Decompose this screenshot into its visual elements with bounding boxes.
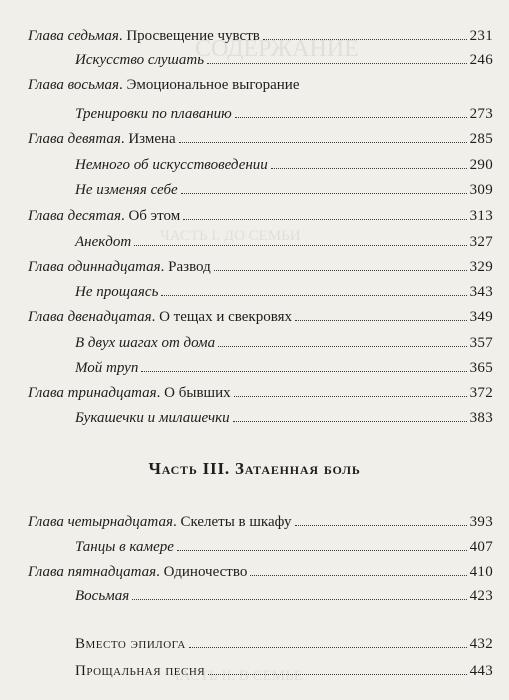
chapter-label: Глава одиннадцатая bbox=[28, 259, 161, 275]
toc-row-sub bbox=[75, 537, 493, 557]
dot-leader bbox=[141, 370, 466, 372]
chapter-title: Об этом bbox=[128, 208, 181, 224]
dot-leader bbox=[132, 598, 466, 600]
chapter-label: Глава десятая bbox=[28, 208, 121, 224]
dot-leader bbox=[179, 141, 467, 143]
toc-row-chapter-10: Глава десятая. Об этом 313 bbox=[28, 208, 493, 224]
dot-leader bbox=[177, 549, 467, 551]
dot-leader bbox=[271, 167, 467, 169]
subsection-title: Не прощаясь bbox=[75, 284, 159, 300]
page-number: 290 bbox=[469, 157, 493, 173]
toc-row-chapter-14: Глава четырнадцатая. Скелеты в шкафу 393 bbox=[28, 514, 493, 530]
epilogue-title: Вместо эпилога bbox=[75, 636, 186, 652]
chapter-label: Глава четырнадцатая bbox=[28, 514, 173, 530]
chapter-label: Глава пятнадцатая bbox=[28, 564, 157, 580]
page-number: 407 bbox=[469, 539, 493, 555]
chapter-title: Одиночество bbox=[163, 564, 248, 580]
toc-row-chapter-11: Глава одиннадцатая. Развод 329 bbox=[28, 259, 493, 275]
page-number: 349 bbox=[469, 309, 493, 325]
dot-leader bbox=[183, 218, 466, 220]
toc-row-sub bbox=[75, 50, 493, 70]
chapter-title: О тещах и свекровях bbox=[159, 309, 292, 325]
subsection-title: Тренировки по плаванию bbox=[75, 106, 232, 122]
chapter-label: Глава восьмая bbox=[28, 77, 119, 93]
dot-leader bbox=[181, 192, 467, 194]
chapter-title: Эмоциональное выгорание bbox=[126, 77, 300, 93]
toc-row-sub bbox=[75, 282, 493, 302]
chapter-title: Измена bbox=[128, 131, 176, 147]
toc-row-sub bbox=[75, 155, 493, 175]
dot-leader bbox=[234, 395, 467, 397]
chapter-title: О бывших bbox=[164, 385, 231, 401]
page-number: 357 bbox=[469, 335, 493, 351]
subsection-title: Букашечки и милашечки bbox=[75, 410, 230, 426]
toc-row-chapter-8: Глава восьмая. Эмоциональное выгорание bbox=[28, 77, 300, 93]
toc-row-sub bbox=[75, 232, 493, 252]
dot-leader bbox=[233, 420, 467, 422]
dot-leader bbox=[208, 673, 466, 675]
toc-row-sub bbox=[75, 586, 493, 606]
page-number: 309 bbox=[469, 182, 493, 198]
toc-row-sub bbox=[75, 358, 493, 378]
chapter-title: Развод bbox=[168, 259, 211, 275]
page-number: 231 bbox=[469, 28, 493, 44]
subsection-title: В двух шагах от дома bbox=[75, 335, 216, 351]
subsection-title: Немного об искусствоведении bbox=[75, 157, 268, 173]
dot-leader bbox=[189, 646, 467, 648]
toc-page: СОДЕРЖАНИЕ ЧАСТЬ I. ДО СЕМЬИ ЧАСТЬ II. В СЕМЬЕ Глава седьмая. Просвещение чувств 231 Искусство слушать 246 Глава восьмая. Эмоциональное выгорание Тренировки по плаванию 273 Глава девятая. Измена 285 Немного об искусствоведении 290 Не изменяя себе 309 Глава десятая. Об этом 313 Анекдот 327 Глава одиннадцатая. Развод 329 Не прощаясь 343 Глава двенадцатая. О тещах и свекровях 349 В двух шагах от дома 357 Мой труп 365 Глава тринадцатая. О бывших 372 Букашечки и милашечки 383 Часть III. Затаенная боль Глава четырнадцатая. Скелеты в шкафу 393 Танцы в камере 407 Глава пятнадцатая. Одиночество 410 Восьмая 423 Вместо эпилога 432 Прощальная песня 443 bbox=[0, 0, 509, 700]
page-number: 423 bbox=[469, 588, 493, 604]
chapter-title: Скелеты в шкафу bbox=[180, 514, 292, 530]
dot-leader bbox=[218, 345, 466, 347]
part-heading: Часть III. Затаенная боль bbox=[148, 459, 361, 478]
dot-leader bbox=[161, 294, 466, 296]
page-number: 443 bbox=[469, 663, 493, 679]
toc-row-farewell-song bbox=[75, 661, 493, 681]
dot-leader bbox=[295, 319, 467, 321]
chapter-label: Глава девятая bbox=[28, 131, 121, 147]
subsection-title: Не изменяя себе bbox=[75, 182, 178, 198]
page-number: 246 bbox=[469, 52, 493, 68]
dot-leader bbox=[263, 38, 467, 40]
subsection-title: Восьмая bbox=[75, 588, 130, 604]
chapter-label: Глава двенадцатая bbox=[28, 309, 152, 325]
page-number: 329 bbox=[469, 259, 493, 275]
page-number: 273 bbox=[469, 106, 493, 122]
page-number: 432 bbox=[469, 636, 493, 652]
dot-leader bbox=[207, 62, 467, 64]
page-number: 393 bbox=[469, 514, 493, 530]
subsection-title: Анекдот bbox=[75, 234, 132, 250]
page-number: 365 bbox=[469, 360, 493, 376]
farewell-song-title: Прощальная песня bbox=[75, 663, 206, 679]
chapter-title: Просвещение чувств bbox=[126, 28, 260, 44]
chapter-label: Глава тринадцатая bbox=[28, 385, 157, 401]
dot-leader bbox=[235, 116, 467, 118]
subsection-title: Искусство слушать bbox=[75, 52, 205, 68]
toc-row-chapter-7: Глава седьмая. Просвещение чувств 231 bbox=[28, 28, 493, 44]
toc-row-chapter-9: Глава девятая. Измена 285 bbox=[28, 131, 493, 147]
dot-leader bbox=[250, 574, 466, 576]
toc-row-epilogue bbox=[75, 634, 493, 654]
page-number: 313 bbox=[469, 208, 493, 224]
page-number: 327 bbox=[469, 234, 493, 250]
page-number: 285 bbox=[469, 131, 493, 147]
dot-leader bbox=[134, 244, 466, 246]
toc-row-sub bbox=[75, 104, 493, 124]
subsection-title: Мой труп bbox=[75, 360, 139, 376]
chapter-label: Глава седьмая bbox=[28, 28, 119, 44]
toc-row-chapter-13: Глава тринадцатая. О бывших 372 bbox=[28, 385, 493, 401]
toc-row-sub bbox=[75, 333, 493, 353]
page-number: 343 bbox=[469, 284, 493, 300]
page-number: 410 bbox=[469, 564, 493, 580]
page-number: 383 bbox=[469, 410, 493, 426]
toc-row-sub bbox=[75, 180, 493, 200]
toc-row-chapter-15: Глава пятнадцатая. Одиночество 410 bbox=[28, 564, 493, 580]
dot-leader bbox=[295, 524, 467, 526]
subsection-title: Танцы в камере bbox=[75, 539, 174, 555]
page-number: 372 bbox=[469, 385, 493, 401]
dot-leader bbox=[214, 269, 467, 271]
toc-row-chapter-12: Глава двенадцатая. О тещах и свекровях 349 bbox=[28, 309, 493, 325]
toc-row-sub bbox=[75, 408, 493, 428]
